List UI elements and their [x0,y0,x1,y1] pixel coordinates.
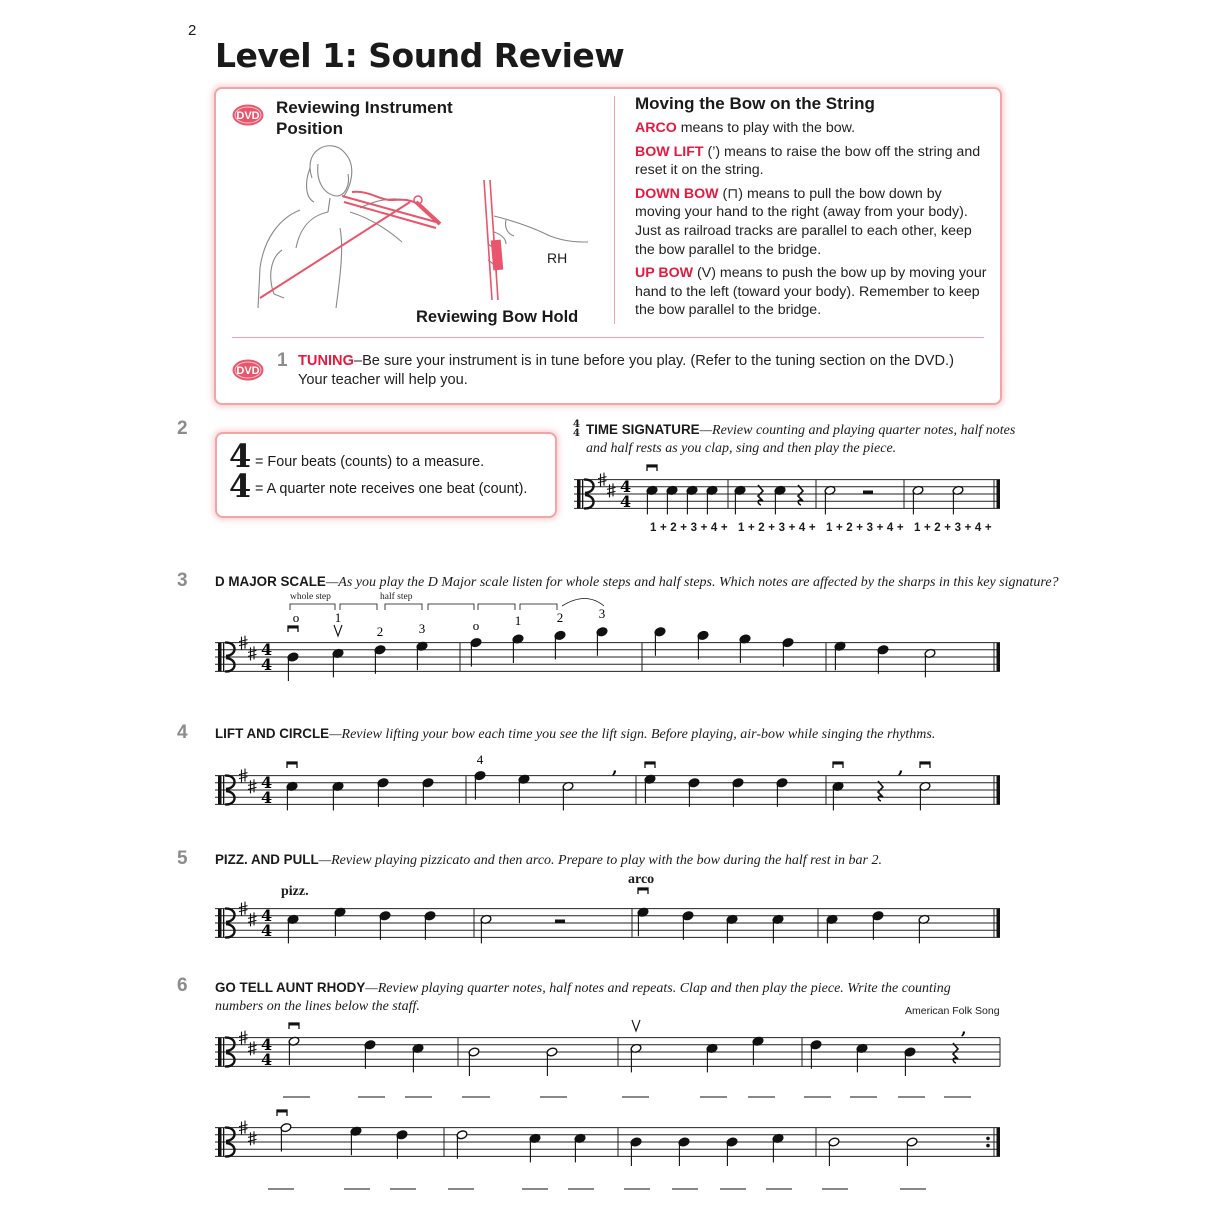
time-signature-digit: 4 [261,906,273,925]
final-barline-thick [997,480,1001,509]
final-barline-thick [997,643,1001,672]
arco-term: ARCO [635,120,677,136]
alto-clef-bar [218,643,222,672]
time-sig-top-digit: 4 [229,437,252,475]
time-signature-digit: 4 [261,1050,273,1069]
tuning-term: TUNING [298,353,354,369]
time-sig-line-2: = A quarter note receives one beat (count). [255,481,528,497]
quarter-rest [798,485,803,505]
bow-lift-mark: , [898,758,904,777]
bow-lift-text: (’) means to raise the bow off the string and reset it on the string. [635,143,981,179]
step-bracket [520,604,557,610]
position-heading: Reviewing Instrument Position [276,98,453,138]
exercise-number-3: 3 [177,570,188,591]
down-bow-mark-bar [638,888,648,891]
step-slur [562,599,604,607]
alto-clef-bar [218,1128,222,1157]
exercise-6-desc: —Review playing quarter notes, half notes and repeats. Clap and then play the piece. Write the counting numbers on the lines below the staff. [215,981,951,1014]
final-barline-thick [997,909,1001,938]
step-bracket [385,604,422,610]
count-measure-2: 1 + 2 + 3 + 4 + [738,522,816,534]
small-time-sig-top: 4 [573,419,580,430]
down-bow-mark-bar [287,762,297,765]
fingering-number: 1 [514,613,522,628]
time-signature-digit: 4 [261,788,273,807]
alto-clef-bar [218,909,222,938]
right-hand-label: RH [547,250,568,266]
count-measure-1: 1 + 2 + 3 + 4 + [650,522,728,534]
moving-bow-heading: Moving the Bow on the String [635,94,875,113]
song-credit: American Folk Song [905,1005,1000,1017]
page-number: 2 [188,22,197,39]
arco-label: arco [628,872,655,887]
up-bow-mark [334,625,342,636]
exercise-number-5: 5 [177,848,188,869]
final-barline-thick [997,1128,1001,1157]
quarter-rest [953,1043,958,1063]
bow-lift-mark: , [961,1019,967,1038]
fingering-number: 3 [598,606,606,621]
time-signature-digit: 4 [261,921,273,940]
sharp-sign [248,779,257,793]
down-bow-mark-bar [289,1023,299,1026]
down-bow-mark-bar [833,762,843,765]
fingering-number: o [472,618,480,633]
bow-hold-heading: Reviewing Bow Hold [416,308,579,326]
time-signature-digit: 4 [261,773,273,792]
up-bow-text: (V) means to push the bow up by moving your hand to the left (toward your body). Remember to keep the bow parallel to the bridge. [635,265,987,319]
fingering-number: 2 [376,624,384,639]
sharp-sign [248,1041,257,1055]
down-bow-text: (⊓) means to pull the bow down by moving your hand to the right (away from your body). Just as railroad tracks are parallel to each other, keep the bow parallel to the bridge. [635,185,972,258]
small-time-sig-bottom: 4 [573,428,580,439]
time-signature-digit: 4 [620,492,632,511]
down-bow-mark-bar [920,762,930,765]
time-sig-bottom-digit: 4 [229,467,252,505]
time-signature-digit: 4 [261,1035,273,1054]
whole-step-label: whole step [290,592,331,602]
sharp-sign [607,483,616,497]
exercise-4-name: LIFT AND CIRCLE [215,726,330,741]
step-bracket [428,604,474,610]
up-bow-mark [632,1020,640,1031]
sharp-sign [248,912,257,926]
alto-clef-bar [218,1038,222,1067]
alto-clef-bar [223,1038,224,1067]
half-rest [555,920,565,924]
fingering-number: 4 [476,752,484,767]
half-step-label: half step [380,592,413,602]
repeat-dot [986,1137,990,1141]
fingering-number: 2 [556,610,564,625]
alto-clef-bar [223,909,224,938]
alto-clef-bar [577,480,581,509]
down-bow-mark-bar [647,465,657,468]
repeat-dot [986,1144,990,1148]
up-bow-term: UP BOW [635,265,694,282]
alto-clef-bar [223,776,224,805]
dvd-badge-text: DVD [236,365,260,377]
exercise-5-name: PIZZ. AND PULL [215,852,319,867]
quarter-rest [758,485,763,505]
time-signature-digit: 4 [620,477,632,496]
exercise-number-2: 2 [177,418,188,439]
step-bracket [340,604,377,610]
count-measure-3: 1 + 2 + 3 + 4 + [826,522,904,534]
down-bow-mark-bar [288,626,298,629]
final-barline-thick [997,776,1001,805]
pizz-label: pizz. [281,884,309,899]
alto-clef-bar [582,480,583,509]
exercise-number-6: 6 [177,975,188,996]
bow-lift-term: BOW LIFT [635,143,704,160]
sharp-sign [248,646,257,660]
time-signature-digit: 4 [261,640,273,659]
half-rest [863,491,873,495]
quarter-rest [878,781,883,801]
time-sig-line-1: = Four beats (counts) to a measure. [255,454,485,470]
exercise-5-desc: —Review playing pizzicato and then arco. Prepare to play with the bow during the half rest in bar 2. [318,853,882,868]
exercise-number-4: 4 [177,722,188,743]
down-bow-mark-bar [277,1110,287,1113]
tuning-number: 1 [277,350,288,371]
down-bow-mark-bar [645,762,655,765]
alto-clef-bar [223,643,224,672]
count-measure-4: 1 + 2 + 3 + 4 + [914,522,992,534]
alto-clef-bar [218,776,222,805]
exercise-2-name: TIME SIGNATURE [586,422,700,437]
dvd-badge-text: DVD [236,110,260,122]
exercise-4-desc: —Review lifting your bow each time you see the lift sign. Before playing, air-bow while singing the rhythms. [329,727,936,742]
exercise-6-name: GO TELL AUNT RHODY [215,980,366,995]
fingering-number: 3 [418,621,426,636]
page-title: Level 1: Sound Review [215,36,625,75]
down-bow-term: DOWN BOW [635,185,719,202]
tuning-text: –Be sure your instrument is in tune before you play. (Refer to the tuning section on the DVD.) Your teacher will help you. [298,353,954,388]
fingering-number: 1 [334,610,342,625]
fingering-number: o [292,610,300,625]
bow-lift-mark: , [612,758,618,777]
time-signature-digit: 4 [261,655,273,674]
alto-clef-bar [223,1128,224,1157]
exercise-3-desc: —As you play the D Major scale listen for whole steps and half steps. Which notes are affected by the sharps in this key signature? [325,575,1059,590]
exercise-3-name: D MAJOR SCALE [215,574,326,589]
arco-text: means to play with the bow. [676,120,856,136]
step-bracket [478,604,515,610]
exercise-2-desc: —Review counting and playing quarter notes, half notes and half rests as you clap, sing and then play the piece. [586,423,1016,456]
sharp-sign [248,1131,257,1145]
